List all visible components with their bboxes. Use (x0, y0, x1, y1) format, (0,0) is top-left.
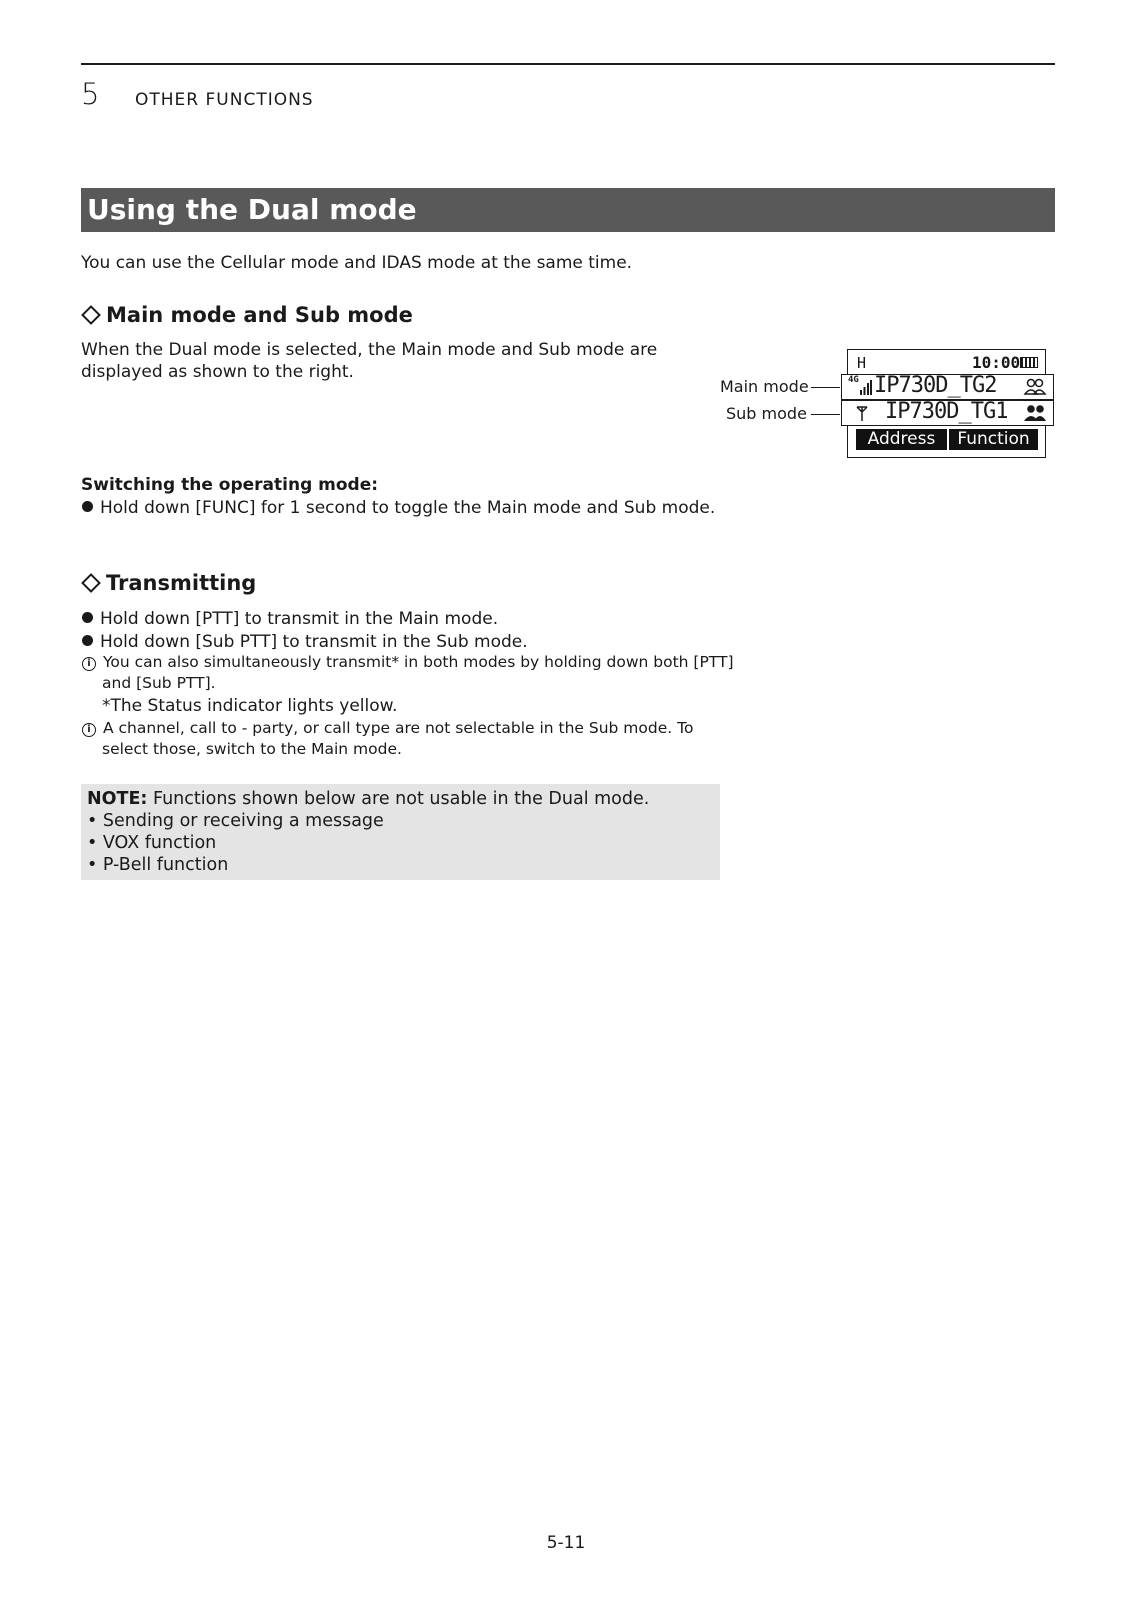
main-channel-name: IP730D_TG2 (874, 373, 997, 398)
info-1-line-1-text: You can also simultaneously transmit* in both modes by holding down both [PTT] (103, 653, 734, 671)
switching-bullet (82, 497, 715, 519)
transmit-bullet-1-text: Hold down [PTT] to transmit in the Main mode. (100, 609, 499, 629)
main-sub-heading-text: Main mode and Sub mode (106, 303, 413, 327)
sub-channel-name: IP730D_TG1 (885, 399, 1008, 424)
footnote: *The Status indicator lights yellow. (102, 696, 398, 716)
main-sub-heading (81, 302, 413, 328)
bullet-icon (82, 612, 93, 623)
switching-bullet-text: Hold down [FUNC] for 1 second to toggle the Main mode and Sub mode. (100, 498, 716, 518)
battery-icon (1020, 357, 1038, 368)
signal-bars-icon (860, 379, 872, 395)
header-rule (81, 63, 1055, 65)
transmit-bullet-2-text: Hold down [Sub PTT] to transmit in the Sub mode. (100, 632, 528, 652)
transmit-bullet-1 (82, 608, 498, 630)
info-2-line-2: select those, switch to the Main mode. (102, 740, 402, 758)
main-sub-text-1: When the Dual mode is selected, the Main mode and Sub mode are (81, 340, 658, 360)
note-box (81, 784, 720, 880)
info-icon: i (82, 723, 96, 737)
transmitting-heading (81, 570, 256, 596)
info-2-line-1 (82, 718, 693, 739)
switching-heading: Switching the operating mode: (81, 475, 379, 495)
chapter-title: OTHER FUNCTIONS (135, 90, 314, 110)
note-item: • VOX function (87, 833, 217, 853)
section-intro: You can use the Cellular mode and IDAS mode at the same time. (81, 253, 633, 273)
note-item-text: VOX function (102, 833, 217, 853)
note-text: Functions shown below are not usable in the Dual mode. (147, 789, 650, 809)
section-banner (81, 188, 1055, 232)
note-item: • Sending or receiving a message (87, 811, 384, 831)
sub-mode-row (841, 400, 1054, 426)
transmitting-heading-text: Transmitting (106, 571, 257, 595)
chapter-number: 5 (81, 77, 100, 111)
note-item: • P-Bell function (87, 855, 229, 875)
label-sub-mode: Sub mode (726, 404, 807, 423)
radio-display (847, 349, 1046, 458)
leader-line-sub (811, 414, 840, 415)
transmit-bullet-2 (82, 631, 528, 653)
info-1-line-2: and [Sub PTT]. (102, 674, 216, 692)
main-signal-type: 4G (848, 375, 859, 385)
softkey-function: Function (949, 429, 1038, 450)
leader-line-main (811, 387, 840, 388)
bullet-icon (82, 501, 93, 512)
softkey-address: Address (856, 429, 947, 450)
section-title: Using the Dual mode (87, 193, 417, 226)
group-outline-icon (1023, 378, 1047, 396)
main-sub-text-2: displayed as shown to the right. (81, 362, 354, 382)
clock: 10:00 (972, 353, 1021, 372)
note-label: NOTE: (87, 789, 148, 809)
note-line (87, 788, 649, 810)
power-level: H (857, 354, 867, 372)
diamond-icon (81, 305, 101, 325)
info-2-line-1-text: A channel, call to - party, or call type are not selectable in the Sub mode. To (103, 719, 694, 737)
main-mode-row (841, 374, 1054, 400)
diamond-icon (81, 573, 101, 593)
note-item-text: Sending or receiving a message (102, 811, 384, 831)
info-1-line-1 (82, 652, 734, 673)
bullet-icon (82, 635, 93, 646)
note-item-text: P-Bell function (102, 855, 229, 875)
antenna-icon (856, 406, 868, 421)
label-main-mode: Main mode (720, 377, 809, 396)
page-number: 5-11 (546, 1533, 586, 1553)
info-icon: i (82, 657, 96, 671)
group-filled-icon (1023, 404, 1047, 422)
